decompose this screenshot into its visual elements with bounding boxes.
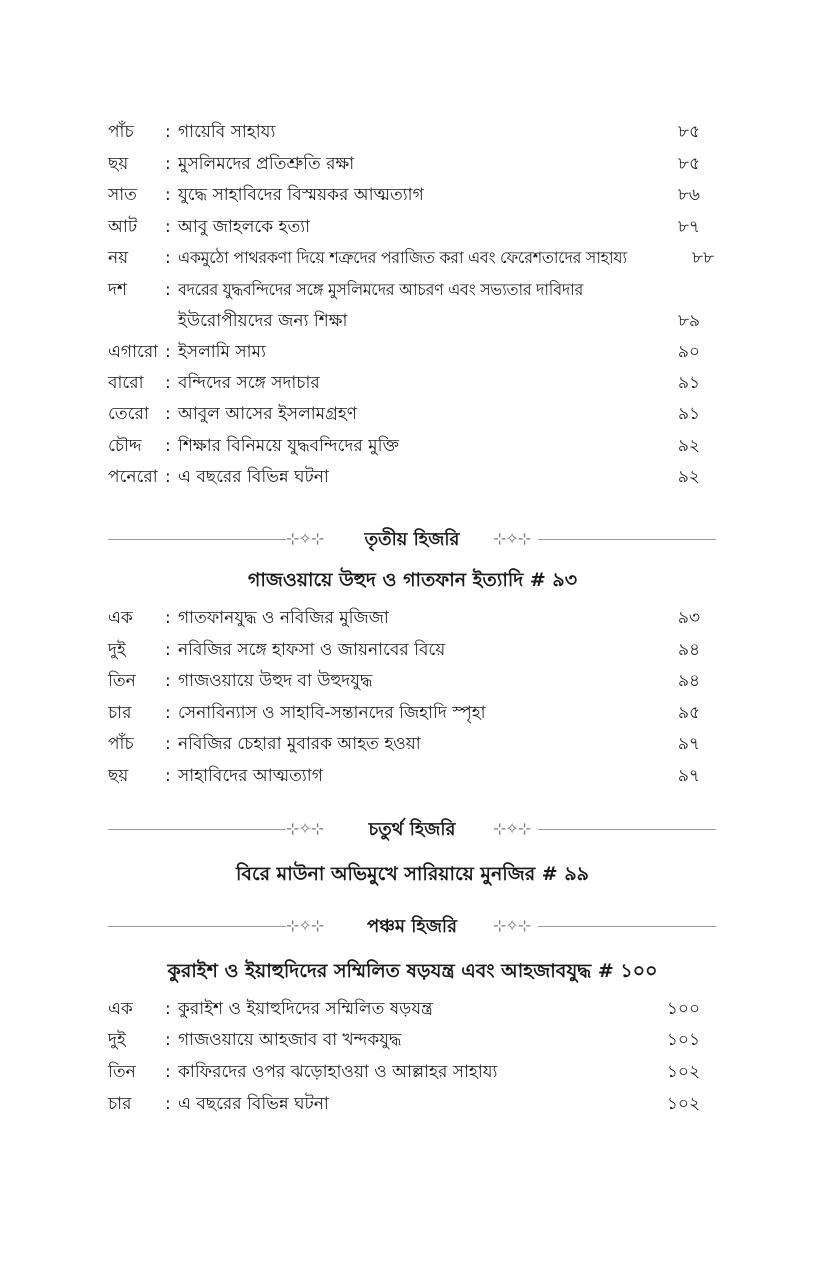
entry-title: এ বছরের বিভিন্ন ঘটনা xyxy=(178,1094,329,1114)
entry-separator: : xyxy=(165,373,171,393)
entry-separator: : xyxy=(165,217,171,237)
entry-number: এক xyxy=(108,999,133,1019)
entry-separator: : xyxy=(165,185,171,205)
entry-number: আট xyxy=(108,217,138,237)
entry-page: ৯৪ xyxy=(677,640,700,660)
entry-number: সাত xyxy=(108,185,137,205)
entry-page: ১০১ xyxy=(666,1030,700,1050)
entry-page: ১০০ xyxy=(666,999,700,1019)
section-heading: গাজওয়ায়ে উহুদ ও গাতফান ইত্যাদি # ৯৩ xyxy=(247,569,578,591)
toc-entry xyxy=(108,635,700,665)
entry-page: ১০২ xyxy=(666,1094,700,1114)
ornament-icon: ⊹✧⊹ xyxy=(493,916,531,935)
entry-separator: : xyxy=(165,436,171,456)
section-divider xyxy=(108,912,716,942)
entry-title: কুরাইশ ও ইয়াহুদিদের সম্মিলিত ষড়যন্ত্র xyxy=(178,999,433,1019)
entry-page: ৯৭ xyxy=(677,766,700,786)
divider-label: তৃতীয় হিজরি xyxy=(364,529,460,550)
entry-page: ৯০ xyxy=(677,342,700,362)
entry-title: গাতফানযুদ্ধ ও নবিজির মুজিজা xyxy=(178,608,389,628)
section-divider xyxy=(108,815,716,845)
toc-entry-continuation xyxy=(108,306,700,336)
entry-title: যুদ্ধে সাহাবিদের বিস্ময়কর আত্মত্যাগ xyxy=(178,185,424,205)
entry-page: ৯২ xyxy=(677,467,700,487)
entry-page: ৯২ xyxy=(677,436,700,456)
entry-number: চৌদ্দ xyxy=(108,436,142,456)
toc-entry xyxy=(108,180,700,210)
toc-entry xyxy=(108,462,700,492)
entry-number: দশ xyxy=(108,280,127,300)
toc-entry xyxy=(108,399,700,429)
entry-title: সেনাবিন্যাস ও সাহাবি-সন্তানদের জিহাদি স্পৃহা xyxy=(178,703,486,723)
entry-separator: : xyxy=(165,999,171,1019)
toc-entry xyxy=(108,1025,700,1055)
entry-title: ইসলামি সাম্য xyxy=(178,342,266,362)
ornament-icon: ⊹✧⊹ xyxy=(493,819,531,838)
entry-page: ৮৫ xyxy=(677,122,700,142)
entry-separator: : xyxy=(165,734,171,754)
entry-number: চার xyxy=(108,703,132,723)
entry-separator: : xyxy=(165,1030,171,1050)
entry-title: নবিজির সঙ্গে হাফসা ও জায়নাবের বিয়ে xyxy=(178,640,446,660)
divider-rule xyxy=(538,539,716,540)
entry-separator: : xyxy=(165,1094,171,1114)
entry-number: চার xyxy=(108,1094,132,1114)
divider-label: চতুর্থ হিজরি xyxy=(368,819,456,840)
entry-title: সাহাবিদের আত্মত্যাগ xyxy=(178,766,323,786)
toc-entry xyxy=(108,337,700,367)
section-divider xyxy=(108,525,716,555)
toc-entry xyxy=(108,368,700,398)
entry-title: শিক্ষার বিনিময়ে যুদ্ধবন্দিদের মুক্তি xyxy=(178,436,399,456)
divider-rule xyxy=(538,829,716,830)
ornament-icon: ⊹✧⊹ xyxy=(493,529,531,548)
entry-page: ৮৯ xyxy=(677,311,700,331)
entry-number: পনেরো xyxy=(108,467,158,487)
entry-page: ৮৭ xyxy=(677,217,700,237)
entry-separator: : xyxy=(165,703,171,723)
entry-number: তেরো xyxy=(108,404,149,424)
entry-separator: : xyxy=(165,122,171,142)
toc-entry xyxy=(108,994,700,1024)
entry-number: তিন xyxy=(108,1062,136,1082)
toc-entry xyxy=(108,729,700,759)
toc-entry xyxy=(108,117,700,147)
entry-separator: : xyxy=(165,467,171,487)
toc-entry xyxy=(108,431,700,461)
entry-page: ৮৬ xyxy=(677,185,700,205)
section-heading: বিরে মাউনা অভিমুখে সারিয়ায়ে মুনজির # ৯৯ xyxy=(235,863,590,885)
entry-number: এগারো xyxy=(108,342,159,362)
entry-title: কাফিরদের ওপর ঝড়োহাওয়া ও আল্লাহর সাহায্য xyxy=(178,1062,498,1082)
entry-number: বারো xyxy=(108,373,144,393)
entry-separator: : xyxy=(165,280,171,300)
entry-page: ১০২ xyxy=(666,1062,700,1082)
entry-number: তিন xyxy=(108,671,136,691)
section-heading: কুরাইশ ও ইয়াহুদিদের সম্মিলিত ষড়যন্ত্র এবং আহজাবযুদ্ধ # ১০০ xyxy=(167,960,658,982)
toc-entry xyxy=(108,1057,700,1087)
toc-entry xyxy=(108,666,700,696)
ornament-icon: ⊹✧⊹ xyxy=(286,916,324,935)
entry-separator: : xyxy=(165,342,171,362)
entry-number: ছয় xyxy=(108,766,129,786)
entry-page: ৮৫ xyxy=(677,154,700,174)
toc-entry xyxy=(108,761,700,791)
entry-number: ছয় xyxy=(108,154,129,174)
toc-entry xyxy=(108,603,700,633)
entry-page: ৯৫ xyxy=(677,703,700,723)
entry-separator: : xyxy=(165,404,171,424)
entry-number: এক xyxy=(108,608,133,628)
entry-title: গাজওয়ায়ে উহুদ বা উহুদযুদ্ধ xyxy=(178,671,373,691)
divider-label: পঞ্চম হিজরি xyxy=(367,916,457,937)
toc-entry xyxy=(108,275,700,305)
entry-title: আবু জাহলকে হত্যা xyxy=(178,217,311,237)
entry-title: গায়েবি সাহায্য xyxy=(178,122,276,142)
toc-entry xyxy=(108,149,700,179)
entry-page: ৯১ xyxy=(677,404,700,424)
entry-number: দুই xyxy=(108,640,126,660)
toc-entry xyxy=(108,212,700,242)
divider-rule xyxy=(108,539,286,540)
entry-page: ৯৪ xyxy=(677,671,700,691)
entry-separator: : xyxy=(165,608,171,628)
entry-title: একমুঠো পাথরকণা দিয়ে শত্রুদের পরাজিত করা এবং ফেরেশতাদের সাহায্য xyxy=(178,248,627,267)
toc-entry xyxy=(108,698,700,728)
divider-rule xyxy=(108,829,286,830)
entry-separator: : xyxy=(165,766,171,786)
entry-page: ৮৮ xyxy=(691,248,714,268)
entry-page: ৯১ xyxy=(677,373,700,393)
entry-page: ৯৩ xyxy=(677,608,700,628)
entry-separator: : xyxy=(165,640,171,660)
entry-title: আবুল আসের ইসলামগ্রহণ xyxy=(178,404,358,424)
entry-number: পাঁচ xyxy=(108,122,134,142)
toc-entry xyxy=(108,1089,700,1119)
entry-number: নয় xyxy=(108,248,129,268)
ornament-icon: ⊹✧⊹ xyxy=(286,529,324,548)
entry-title-continued: ইউরোপীয়দের জন্য শিক্ষা xyxy=(178,311,348,331)
toc-entry xyxy=(108,243,714,273)
entry-title: গাজওয়ায়ে আহজাব বা খন্দকযুদ্ধ xyxy=(178,1030,402,1050)
divider-rule xyxy=(108,926,286,927)
entry-title: বদরের যুদ্ধবন্দিদের সঙ্গে মুসলিমদের আচরণ এবং সভ্যতার দাবিদার xyxy=(178,280,583,299)
entry-number: পাঁচ xyxy=(108,734,134,754)
entry-separator: : xyxy=(165,154,171,174)
entry-separator: : xyxy=(165,248,171,268)
entry-title: নবিজির চেহারা মুবারক আহত হওয়া xyxy=(178,734,421,754)
entry-title: বন্দিদের সঙ্গে সদাচার xyxy=(178,373,320,393)
divider-rule xyxy=(538,926,716,927)
entry-title: এ বছরের বিভিন্ন ঘটনা xyxy=(178,467,329,487)
ornament-icon: ⊹✧⊹ xyxy=(286,819,324,838)
entry-number: দুই xyxy=(108,1030,126,1050)
entry-separator: : xyxy=(165,671,171,691)
entry-title: মুসলিমদের প্রতিশ্রুতি রক্ষা xyxy=(178,154,355,174)
entry-page: ৯৭ xyxy=(677,734,700,754)
entry-separator: : xyxy=(165,1062,171,1082)
